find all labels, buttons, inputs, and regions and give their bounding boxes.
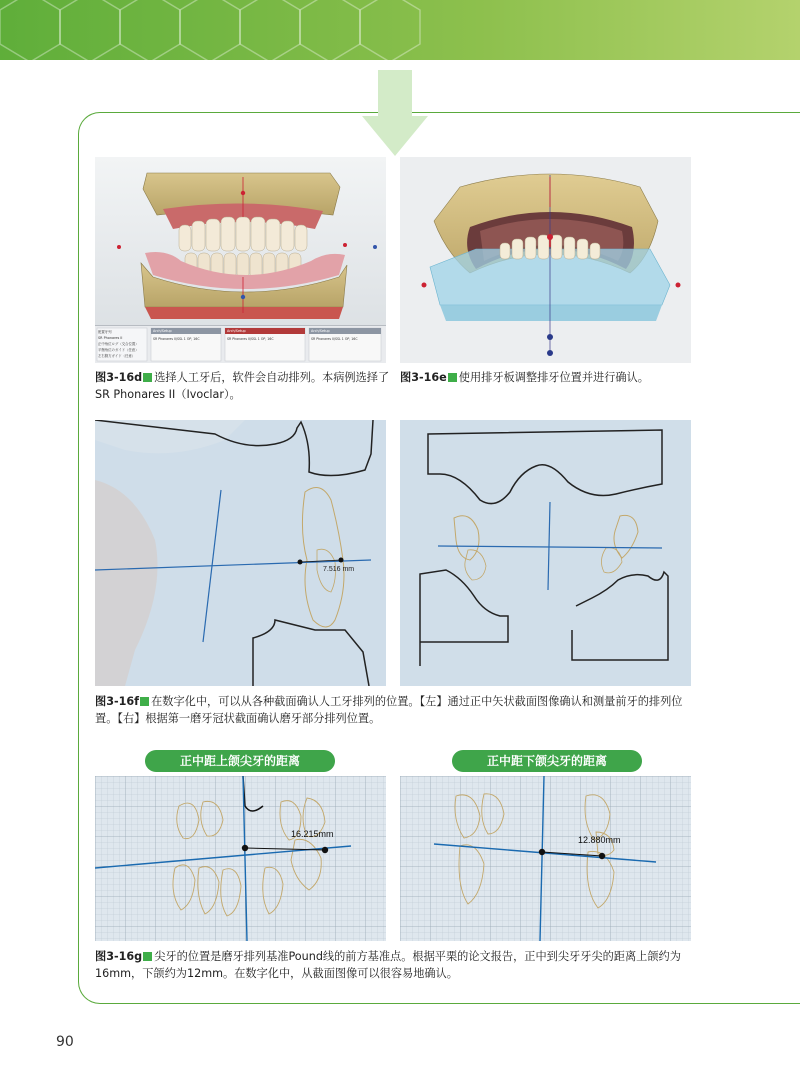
measurement-label: 16.215mm bbox=[291, 829, 334, 839]
page-number: 90 bbox=[56, 1034, 74, 1050]
down-arrow-icon bbox=[360, 70, 430, 160]
measurement-label: 7.516 mm bbox=[323, 566, 355, 573]
figure-label: 图3-16g bbox=[95, 950, 143, 963]
measurement-label: 12.880mm bbox=[578, 835, 621, 845]
table-cell[interactable]: SR Phonares II/SSL 1 OP, 16C bbox=[311, 337, 358, 341]
caption-3-16g bbox=[95, 948, 695, 982]
setup-panel bbox=[98, 329, 146, 359]
figure-3-16d-image bbox=[95, 157, 386, 363]
setup-row[interactable]: SR Phonares II bbox=[98, 336, 123, 340]
table-header: Arch/Setup bbox=[311, 329, 330, 333]
caption-text: 使用排牙板调整排牙位置并进行确认。 bbox=[458, 371, 649, 384]
figure-3-16g-right-image bbox=[400, 776, 691, 941]
figure-3-16f-left-image bbox=[95, 420, 386, 686]
setup-row[interactable]: 正中殆位ログ（交合位置） bbox=[98, 342, 139, 346]
pill-lower-canine-distance: 正中距下颌尖牙的距离 bbox=[452, 750, 642, 772]
table-header: Arch/Setup bbox=[227, 329, 246, 333]
figure-label: 图3-16f bbox=[95, 695, 140, 708]
caption-3-16e bbox=[400, 369, 700, 386]
green-square-icon bbox=[143, 373, 152, 382]
table-cell[interactable]: SR Phonares II/SSL 1 OP, 16C bbox=[153, 337, 200, 341]
setup-row[interactable]: 左右側方ガイド（任意） bbox=[98, 354, 136, 358]
caption-3-16f bbox=[95, 693, 695, 727]
caption-text: 尖牙的位置是磨牙排列基准Pound线的前方基准点。根据平栗的论文报告，正中到尖牙牙尖的距离上颌约为16mm，下颌约为12mm。在数字化中，从截面图像可以很容易地确认。 bbox=[95, 950, 681, 980]
setup-panel-title: 配置牙列 bbox=[98, 330, 112, 334]
figure-label: 图3-16d bbox=[95, 371, 143, 384]
green-square-icon bbox=[448, 373, 457, 382]
figure-3-16e-image bbox=[400, 157, 691, 363]
figure-label: 图3-16e bbox=[400, 371, 447, 384]
green-square-icon bbox=[143, 952, 152, 961]
table-cell[interactable]: SR Phonares II/SSL 1 OP, 16C bbox=[227, 337, 274, 341]
figure-3-16g-left-image bbox=[95, 776, 386, 941]
setup-row[interactable]: 平衡殆位のガイド（任意） bbox=[98, 348, 139, 352]
figure-3-16f-right-image bbox=[400, 420, 691, 686]
caption-text: 选择人工牙后，软件会自动排列。本病例选择了SR Phonares II（Ivoclar）。 bbox=[95, 371, 390, 401]
table-header: Arch/Setup bbox=[153, 329, 172, 333]
caption-text: 在数字化中，可以从各种截面确认人工牙排列的位置。【左】通过正中矢状截面图像确认和测量前牙的排列位置。【右】根据第一磨牙冠状截面确认磨牙部分排列位置。 bbox=[95, 695, 683, 725]
caption-3-16d bbox=[95, 369, 391, 403]
hexagon-pattern bbox=[0, 0, 800, 60]
green-square-icon bbox=[140, 697, 149, 706]
header-band bbox=[0, 0, 800, 60]
pill-upper-canine-distance: 正中距上颌尖牙的距离 bbox=[145, 750, 335, 772]
